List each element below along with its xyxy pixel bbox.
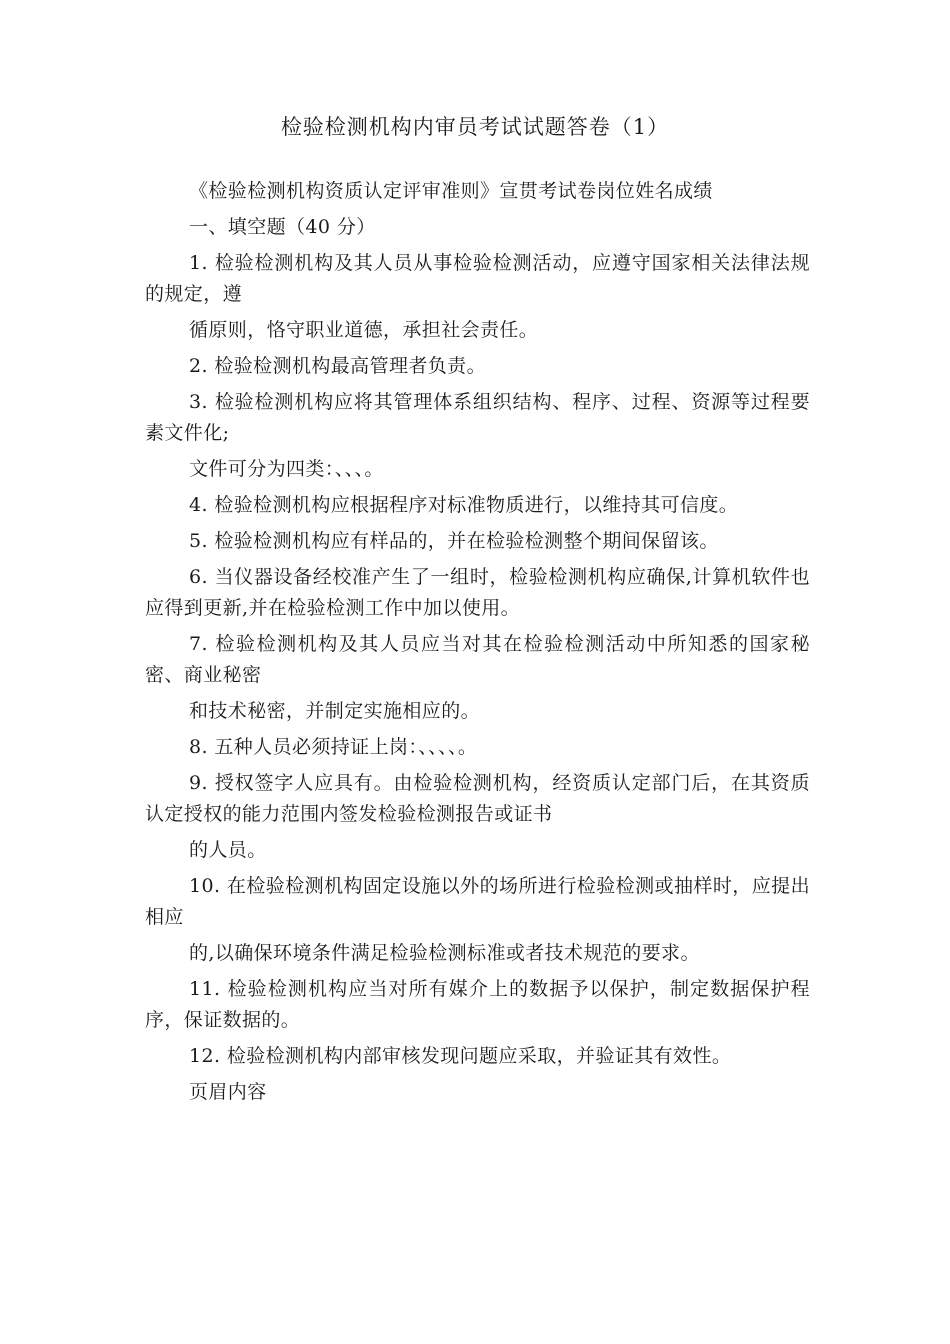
question-9: 9. 授权签字人应具有。由检验检测机构，经资质认定部门后，在其资质认定授权的能力范围内签发检验检测报告或证书: [145, 772, 810, 825]
question-9-continued: 的人员。: [189, 839, 267, 861]
question-1-continued: 循原则，恪守职业道德，承担社会责任。: [189, 319, 539, 341]
section-heading: 一、填空题（40 分）: [189, 216, 376, 238]
question-10-continued: 的,以确保环境条件满足检验检测标准或者技术规范的要求。: [189, 942, 700, 964]
question-3-continued: 文件可分为四类：、、、。: [189, 458, 384, 480]
question-7: 7. 检验检测机构及其人员应当对其在检验检测活动中所知悉的国家秘密、商业秘密: [145, 633, 810, 686]
question-6: 6. 当仪器设备经校准产生了一组时，检验检测机构应确保,计算机软件也应得到更新,并在检验检测工作中加以使用。: [145, 566, 810, 619]
question-12: 12. 检验检测机构内部审核发现问题应采取，并验证其有效性。: [189, 1045, 732, 1067]
document-title: 检验检测机构内审员考试试题答卷（1）: [280, 115, 670, 139]
question-7-continued: 和技术秘密，并制定实施相应的。: [189, 700, 481, 722]
question-8: 8. 五种人员必须持证上岗：、、、、。: [189, 736, 478, 758]
question-10: 10. 在检验检测机构固定设施以外的场所进行检验检测或抽样时，应提出相应: [145, 875, 810, 928]
question-5: 5. 检验检测机构应有样品的，并在检验检测整个期间保留该。: [189, 530, 719, 552]
question-3: 3. 检验检测机构应将其管理体系组织结构、程序、过程、资源等过程要素文件化;: [145, 391, 810, 444]
question-2: 2. 检验检测机构最高管理者负责。: [189, 355, 486, 377]
question-1: 1. 检验检测机构及其人员从事检验检测活动，应遵守国家相关法律法规的规定，遵: [145, 252, 810, 305]
question-4: 4. 检验检测机构应根据程序对标准物质进行，以维持其可信度。: [189, 494, 739, 516]
exam-header-line: 《检验检测机构资质认定评审准则》宣贯考试卷岗位姓名成绩: [189, 180, 713, 202]
document-body: [145, 176, 810, 1113]
question-11: 11. 检验检测机构应当对所有媒介上的数据予以保护，制定数据保护程序，保证数据的。: [145, 978, 810, 1031]
header-content-label: 页眉内容: [189, 1081, 267, 1103]
